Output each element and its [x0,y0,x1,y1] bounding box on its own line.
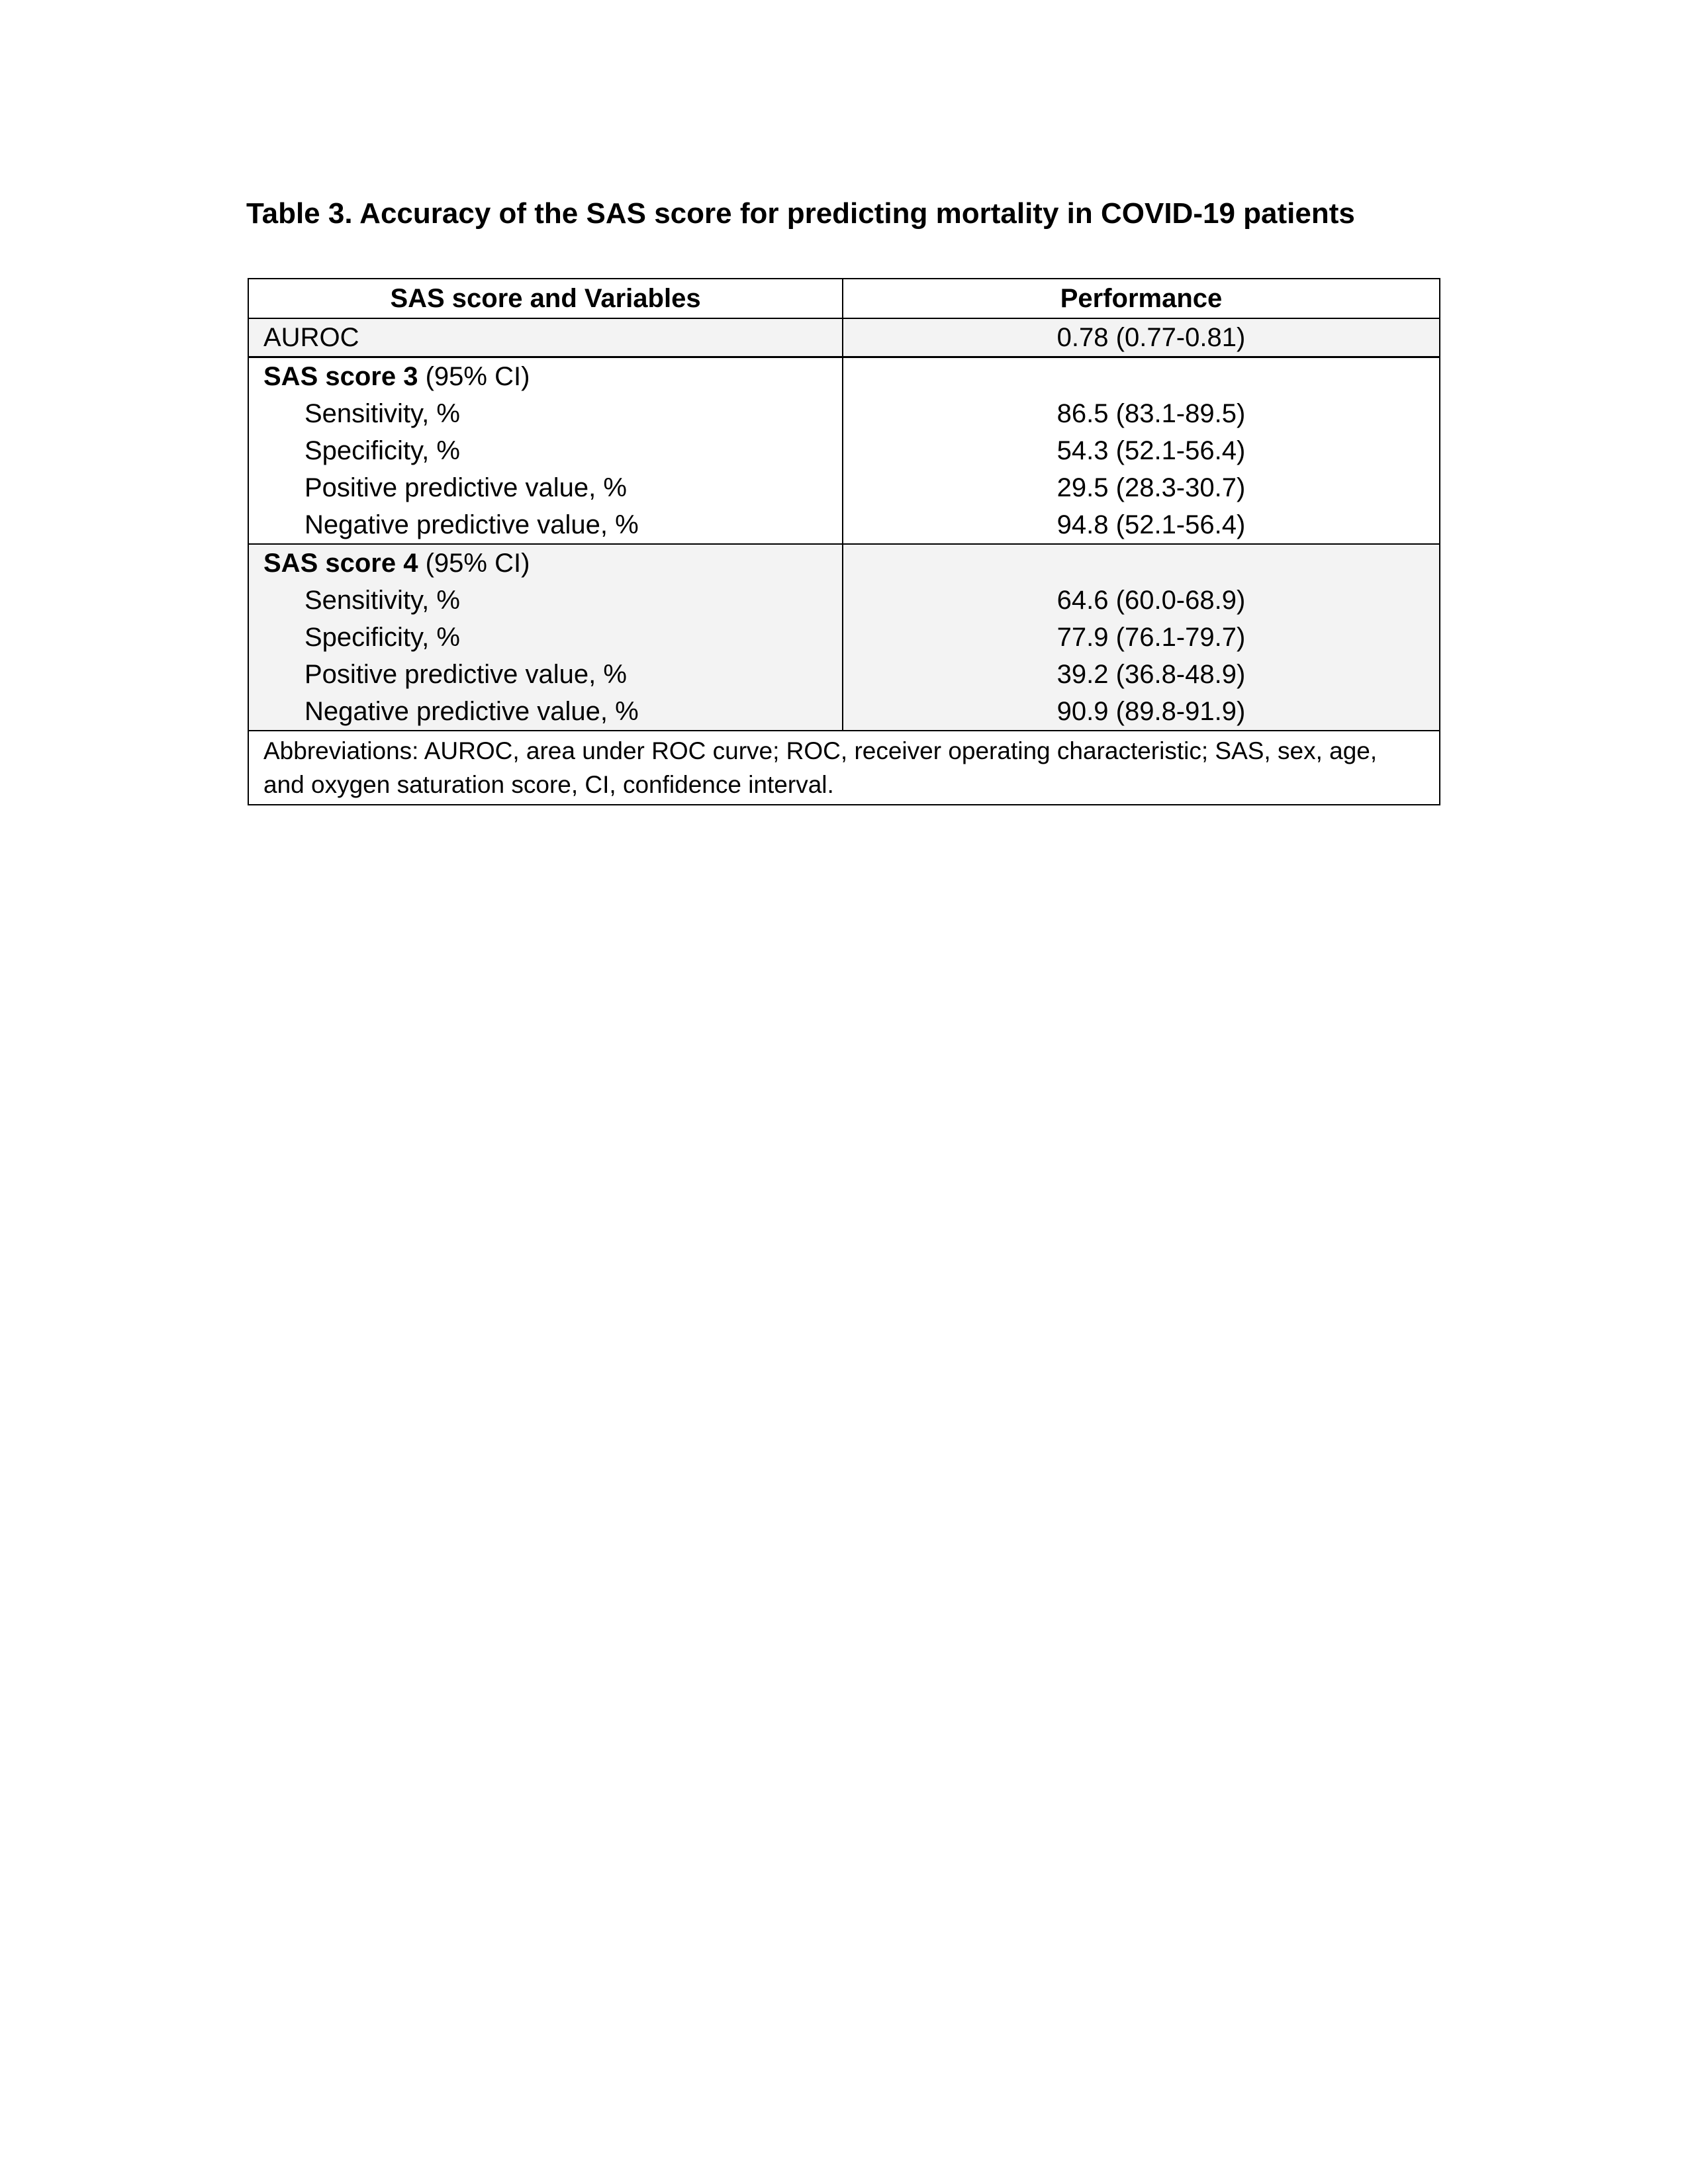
table-row [248,469,1440,506]
table-row [248,506,1440,544]
row-value: 86.5 (83.1-89.5) [1056,399,1246,428]
row-label: Specificity, % [248,432,843,469]
results-table [248,278,1440,805]
column-header-performance: Performance [843,279,1440,318]
group-header-row [248,357,1440,396]
row-value-cell [843,469,1440,506]
row-label: Specificity, % [248,619,843,656]
table-row [248,395,1440,432]
group-title [248,357,843,396]
group-header-empty-cell [843,544,1440,582]
auroc-value-cell [843,318,1440,357]
abbreviations-footnote: Abbreviations: AUROC, area under ROC curve; ROC, receiver operating characteristic; SAS, sex, age, and oxygen saturation score, CI, confidence interval. [248,731,1440,805]
group-header-row [248,544,1440,582]
row-value-cell [843,693,1440,731]
row-value-cell [843,619,1440,656]
row-value-cell [843,432,1440,469]
row-value: 77.9 (76.1-79.7) [1056,623,1246,652]
row-value: 29.5 (28.3-30.7) [1056,473,1246,502]
row-label: Positive predictive value, % [248,469,843,506]
auroc-value: 0.78 (0.77-0.81) [1056,323,1246,352]
row-label: Sensitivity, % [248,395,843,432]
group-title-bold: SAS score 4 [263,549,418,578]
group-title-ci: (95% CI) [418,362,530,391]
row-value: 94.8 (52.1-56.4) [1056,510,1246,539]
row-value-cell [843,395,1440,432]
footnote-row [248,731,1440,805]
row-value: 64.6 (60.0-68.9) [1056,586,1246,615]
table-header-row [248,279,1440,318]
row-value-cell [843,506,1440,544]
row-value-cell [843,582,1440,619]
row-value-cell [843,656,1440,693]
row-value: 90.9 (89.8-91.9) [1056,697,1246,726]
group-title-ci: (95% CI) [418,549,530,578]
table-row [248,693,1440,731]
group-header-empty-cell [843,357,1440,396]
group-title-bold: SAS score 3 [263,362,418,391]
table-title: Table 3. Accuracy of the SAS score for predicting mortality in COVID-19 patients [246,197,1355,230]
group-title [248,544,843,582]
table-row [248,582,1440,619]
table-row [248,656,1440,693]
row-label: Positive predictive value, % [248,656,843,693]
column-header-variables: SAS score and Variables [248,279,843,318]
row-label: Negative predictive value, % [248,506,843,544]
table-row [248,432,1440,469]
row-value: 54.3 (52.1-56.4) [1056,436,1246,465]
auroc-label: AUROC [248,318,843,357]
row-label: Negative predictive value, % [248,693,843,731]
row-value: 39.2 (36.8-48.9) [1056,660,1246,689]
table-row [248,619,1440,656]
auroc-row [248,318,1440,357]
row-label: Sensitivity, % [248,582,843,619]
